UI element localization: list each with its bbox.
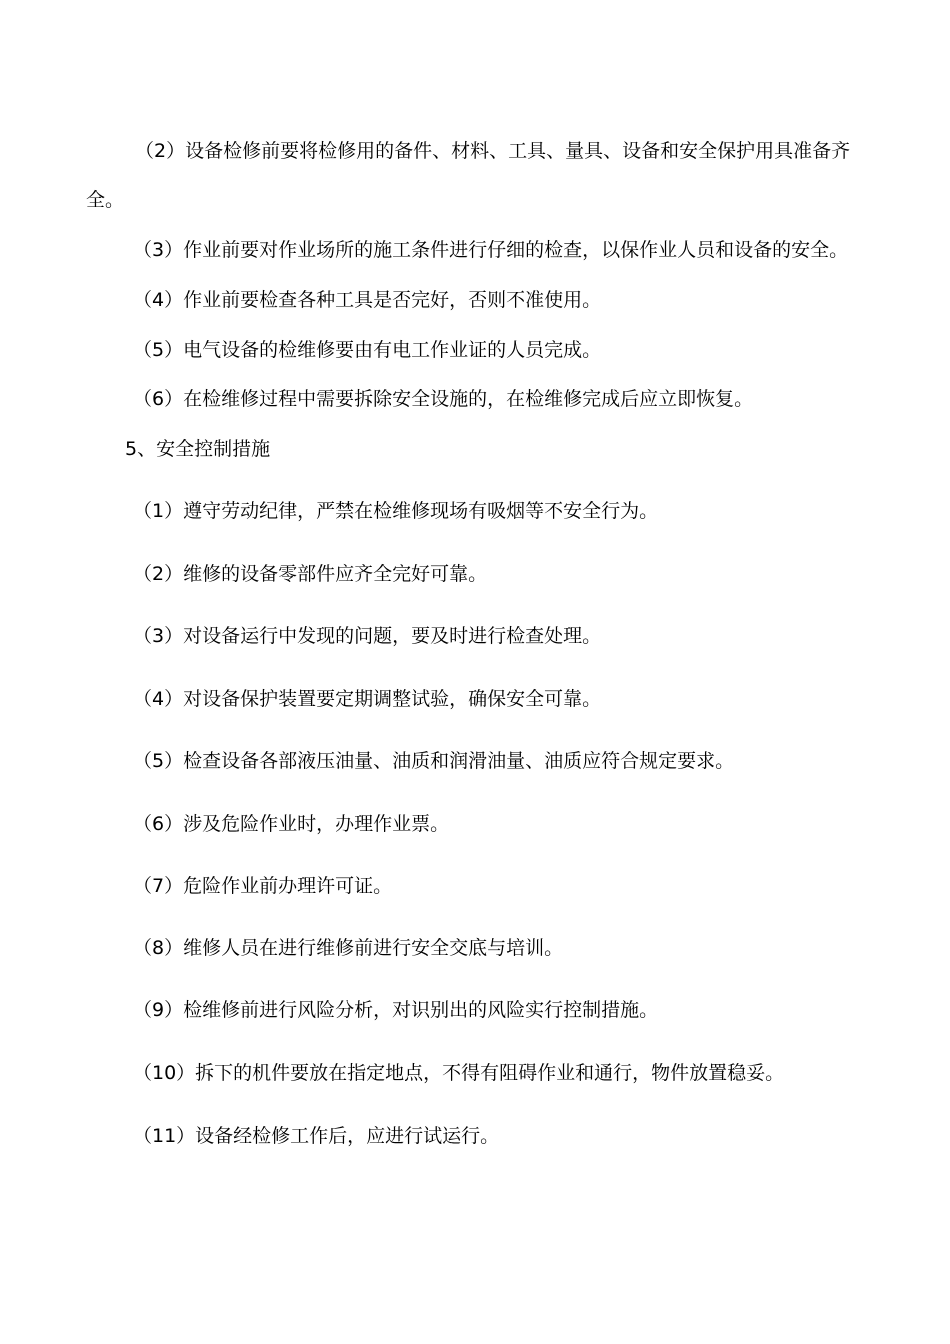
paragraph-2-line-2: 全。 xyxy=(86,189,125,211)
measure-item-10: （10）拆下的机件要放在指定地点，不得有阻碍作业和通行，物件放置稳妥。 xyxy=(133,1062,785,1084)
paragraph-3: （3）作业前要对作业场所的施工条件进行仔细的检查，以保作业人员和设备的安全。 xyxy=(133,239,849,261)
measure-item-11: （11）设备经检修工作后，应进行试运行。 xyxy=(133,1125,500,1147)
measure-item-6: （6）涉及危险作业时，办理作业票。 xyxy=(133,813,450,835)
measure-item-5: （5）检查设备各部液压油量、油质和润滑油量、油质应符合规定要求。 xyxy=(133,750,735,772)
measure-item-9: （9）检维修前进行风险分析，对识别出的风险实行控制措施。 xyxy=(133,999,659,1021)
measure-item-8: （8）维修人员在进行维修前进行安全交底与培训。 xyxy=(133,937,564,959)
section-heading: 5、安全控制措施 xyxy=(125,438,271,460)
paragraph-6: （6）在检维修过程中需要拆除安全设施的，在检维修完成后应立即恢复。 xyxy=(133,388,754,410)
paragraph-2-line-1: （2）设备检修前要将检修用的备件、材料、工具、量具、设备和安全保护用具准备齐 xyxy=(135,140,851,162)
measure-item-2: （2）维修的设备零部件应齐全完好可靠。 xyxy=(133,563,488,585)
measure-item-4: （4）对设备保护装置要定期调整试验，确保安全可靠。 xyxy=(133,688,602,710)
measure-item-7: （7）危险作业前办理许可证。 xyxy=(133,875,393,897)
measure-item-1: （1）遵守劳动纪律，严禁在检维修现场有吸烟等不安全行为。 xyxy=(133,500,659,522)
paragraph-5: （5）电气设备的检维修要由有电工作业证的人员完成。 xyxy=(133,339,602,361)
measure-item-3: （3）对设备运行中发现的问题，要及时进行检查处理。 xyxy=(133,625,602,647)
paragraph-4: （4）作业前要检查各种工具是否完好，否则不准使用。 xyxy=(133,289,602,311)
